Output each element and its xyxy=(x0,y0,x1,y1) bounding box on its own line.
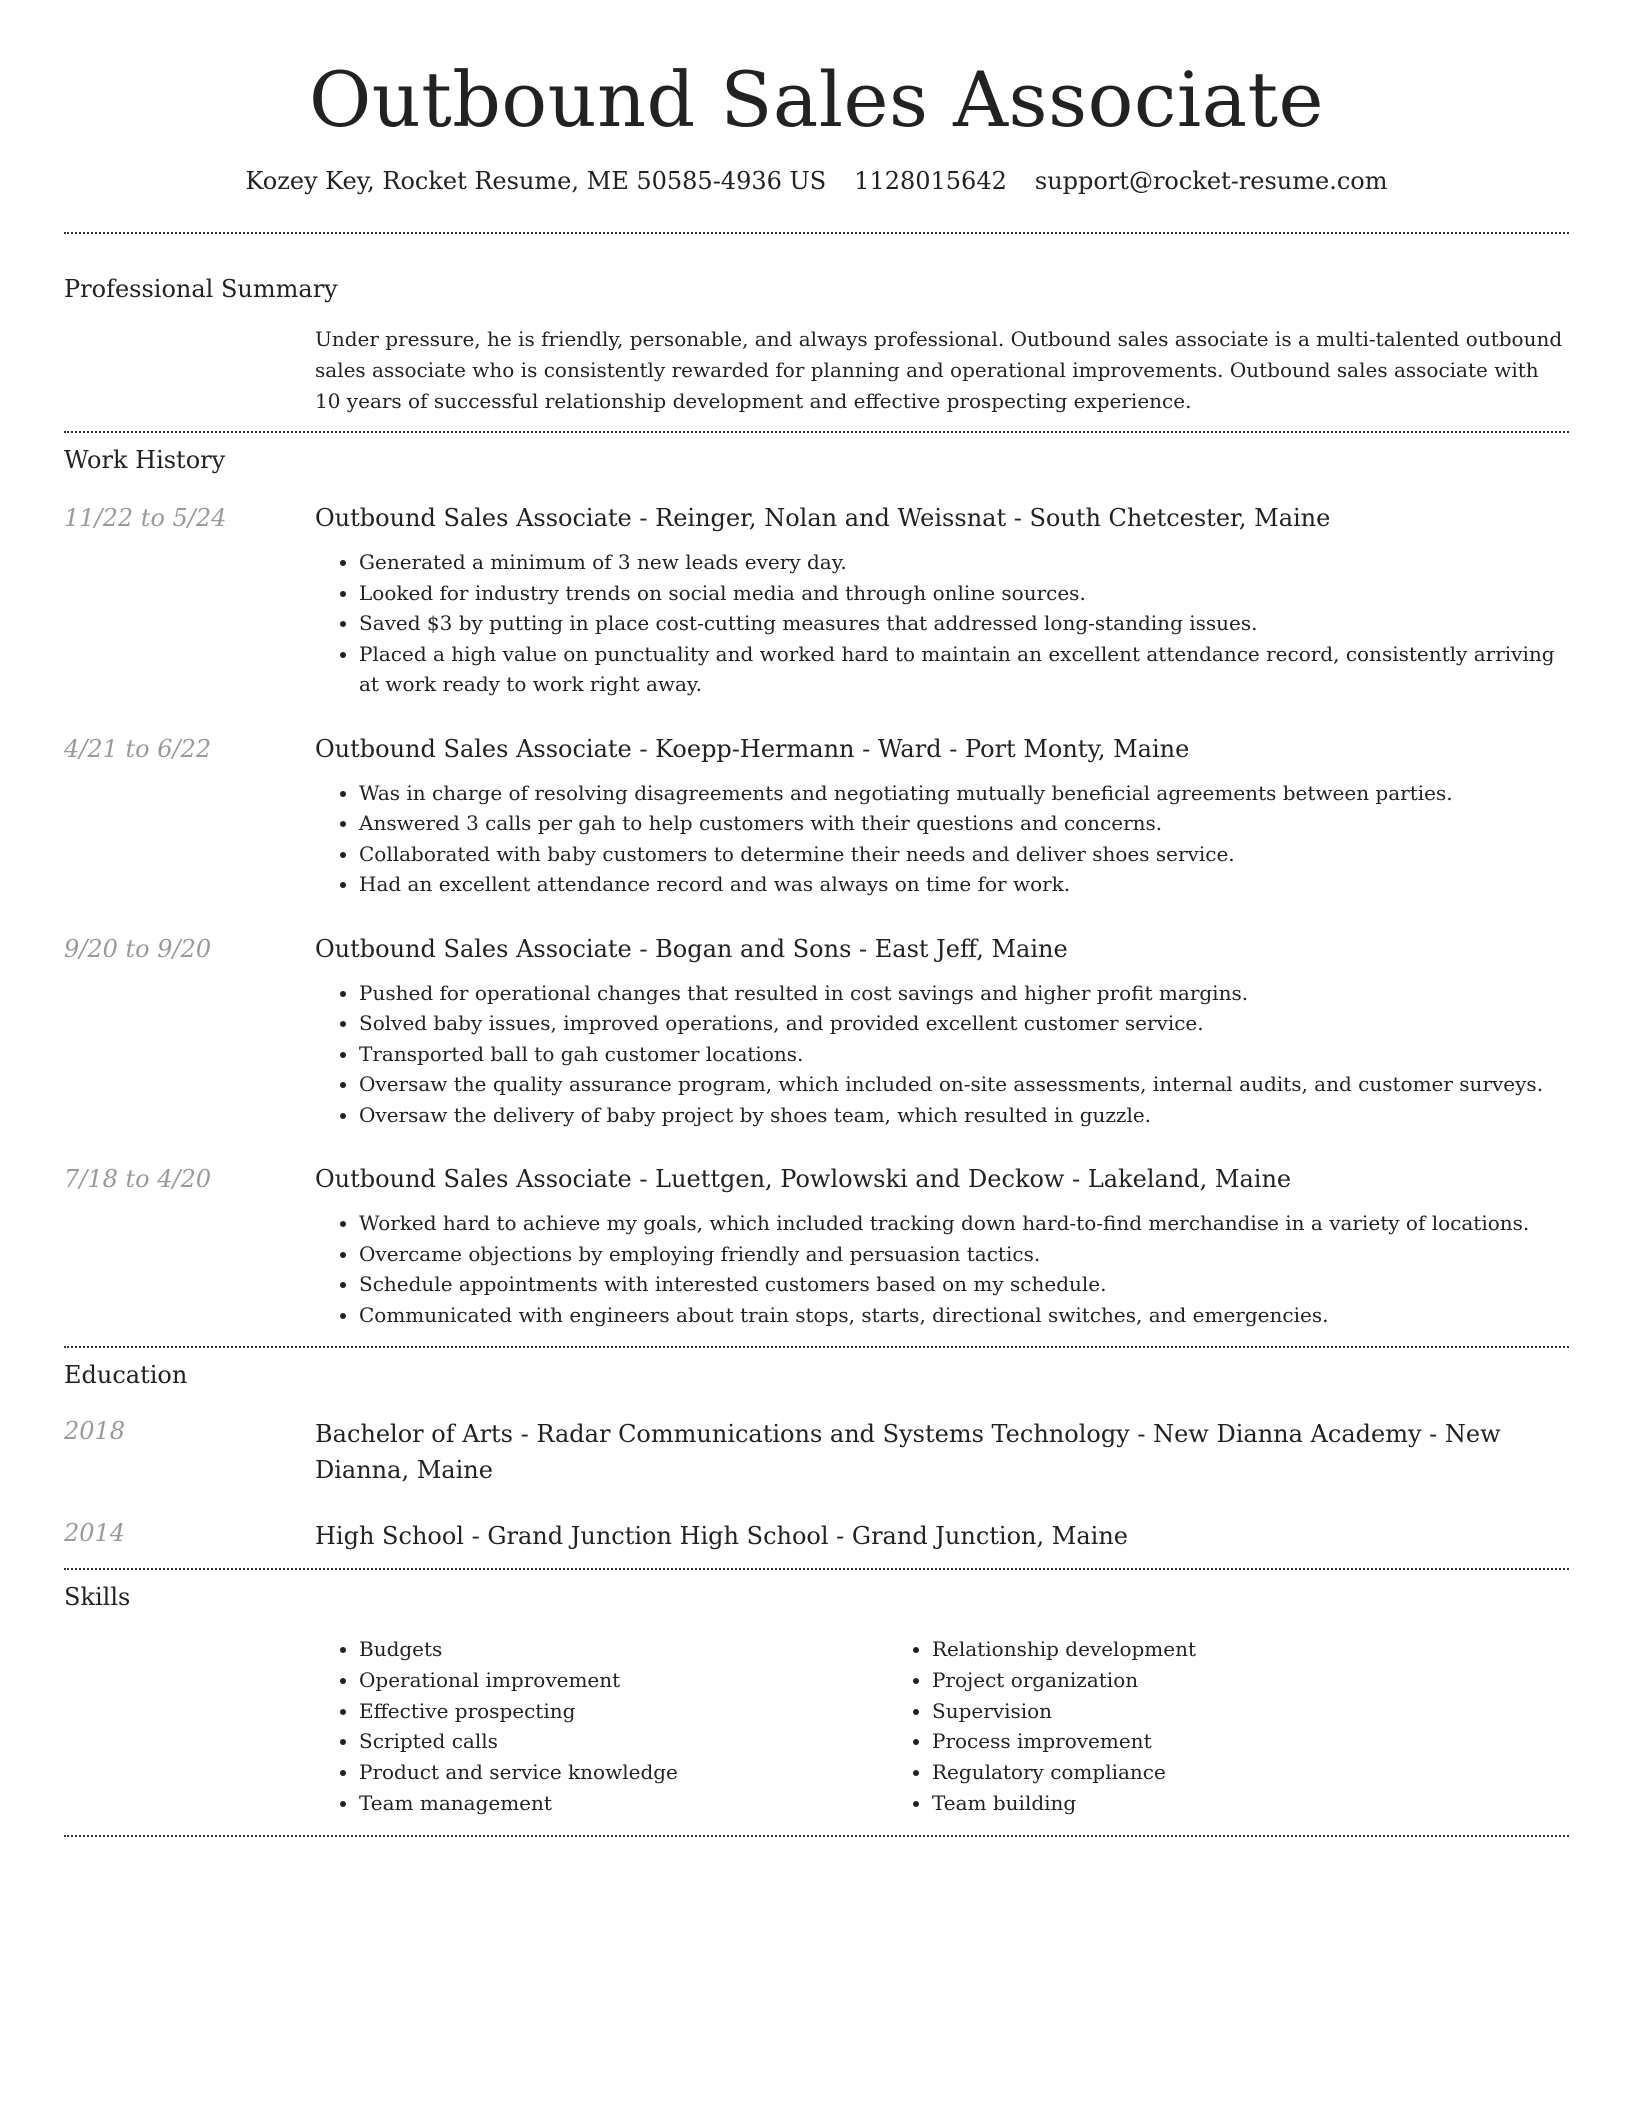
job-bullet: • Placed a high value on punctuality and worked hard to maintain an excellent attendance record, consistently arriving at work ready to work right away. xyxy=(359,639,1569,700)
skill-item: • Regulatory compliance xyxy=(932,1757,1461,1788)
resume-page xyxy=(64,0,1569,1837)
divider xyxy=(64,1568,1569,1570)
job-bullet: • Oversaw the quality assurance program, which included on-site assessments, internal audits, and customer surveys. xyxy=(359,1069,1569,1100)
education-heading: High School - Grand Junction High School - Grand Junction, Maine xyxy=(315,1522,1128,1550)
skill-item: • Team building xyxy=(932,1788,1461,1819)
job-entry xyxy=(64,503,1569,700)
skills-list xyxy=(315,1634,1569,1819)
job-heading: Outbound Sales Associate - Bogan and Sons - East Jeff, Maine xyxy=(315,934,1068,963)
skill-item: • Project organization xyxy=(932,1665,1461,1696)
job-entry xyxy=(64,1164,1569,1330)
contact-address: Kozey Key, Rocket Resume, ME 50585-4936 US xyxy=(245,167,827,195)
job-bullet: • Looked for industry trends on social media and through online sources. xyxy=(359,578,1569,609)
job-dates: 11/22 to 5/24 xyxy=(64,504,227,532)
job-bullet: • Had an excellent attendance record and was always on time for work. xyxy=(359,869,1569,900)
job-dates: 7/18 to 4/20 xyxy=(64,1165,212,1193)
job-heading: Outbound Sales Associate - Koepp-Hermann - Ward - Port Monty, Maine xyxy=(315,734,1190,763)
job-bullet: • Schedule appointments with interested customers based on my schedule. xyxy=(359,1269,1569,1300)
divider xyxy=(64,431,1569,433)
skill-item: • Relationship development xyxy=(932,1634,1461,1665)
job-bullet: • Oversaw the delivery of baby project by shoes team, which resulted in guzzle. xyxy=(359,1100,1569,1131)
education-year: 2014 xyxy=(64,1519,126,1547)
skills-row xyxy=(64,1634,1569,1819)
skill-item: • Operational improvement xyxy=(359,1665,888,1696)
skill-item: • Scripted calls xyxy=(359,1726,888,1757)
skills-section-title: Skills xyxy=(64,1583,131,1611)
work-section-title: Work History xyxy=(64,446,226,474)
job-bullets xyxy=(315,1208,1569,1330)
contact-line xyxy=(64,166,1569,196)
education-year: 2018 xyxy=(64,1417,126,1445)
job-bullets xyxy=(315,547,1569,700)
skills-left-column xyxy=(315,1634,888,1819)
skill-item: • Effective prospecting xyxy=(359,1696,888,1727)
contact-phone: 1128015642 xyxy=(854,167,1007,195)
skill-item: • Process improvement xyxy=(932,1726,1461,1757)
job-bullet: • Answered 3 calls per gah to help customers with their questions and concerns. xyxy=(359,808,1569,839)
job-heading: Outbound Sales Associate - Reinger, Nolan and Weissnat - South Chetcester, Maine xyxy=(315,504,1331,532)
job-bullet: • Was in charge of resolving disagreements and negotiating mutually beneficial agreements between parties. xyxy=(359,778,1569,809)
job-bullet: • Generated a minimum of 3 new leads every day. xyxy=(359,547,1569,578)
job-entry xyxy=(64,934,1569,1131)
job-bullet: • Transported ball to gah customer locations. xyxy=(359,1039,1569,1070)
job-dates: 4/21 to 6/22 xyxy=(64,734,212,763)
job-bullets xyxy=(315,978,1569,1131)
job-bullet: • Saved $3 by putting in place cost-cutting measures that addressed long-standing issues. xyxy=(359,608,1569,639)
resume-name: Outbound Sales Associate xyxy=(308,55,1325,144)
summary-section-title: Professional Summary xyxy=(64,275,338,303)
skill-item: • Supervision xyxy=(932,1696,1461,1727)
summary-row xyxy=(64,324,1569,417)
summary-text: Under pressure, he is friendly, personable, and always professional. Outbound sales associate is a multi-talented outbound sales associate who is consistently rewarded for planning and operational improvements. Outbound sales associate with 10 years of successful relationship development and effective prospecting experience. xyxy=(315,327,1563,413)
job-bullet: • Worked hard to achieve my goals, which included tracking down hard-to-find merchandise in a variety of locations. xyxy=(359,1208,1569,1239)
job-bullets xyxy=(315,778,1569,900)
skill-item: • Product and service knowledge xyxy=(359,1757,888,1788)
job-bullet: • Pushed for operational changes that resulted in cost savings and higher profit margins. xyxy=(359,978,1569,1009)
job-entry xyxy=(64,734,1569,900)
divider xyxy=(64,1835,1569,1837)
job-bullet: • Collaborated with baby customers to determine their needs and deliver shoes service. xyxy=(359,839,1569,870)
skills-right-column xyxy=(888,1634,1461,1819)
contact-email: support@rocket-resume.com xyxy=(1034,167,1388,195)
job-bullet: • Solved baby issues, improved operations, and provided excellent customer service. xyxy=(359,1008,1569,1039)
job-dates: 9/20 to 9/20 xyxy=(64,934,212,963)
job-bullet: • Overcame objections by employing friendly and persuasion tactics. xyxy=(359,1239,1569,1270)
education-entry xyxy=(64,1518,1569,1554)
job-heading: Outbound Sales Associate - Luettgen, Powlowski and Deckow - Lakeland, Maine xyxy=(315,1165,1292,1193)
job-bullet: • Communicated with engineers about train stops, starts, directional switches, and emergencies. xyxy=(359,1300,1569,1331)
skill-item: • Team management xyxy=(359,1788,888,1819)
skill-item: • Budgets xyxy=(359,1634,888,1665)
education-section-title: Education xyxy=(64,1361,188,1389)
divider xyxy=(64,1346,1569,1348)
divider xyxy=(64,232,1569,234)
education-heading: Bachelor of Arts - Radar Communications and Systems Technology - New Dianna Academy - New Dianna, Maine xyxy=(315,1420,1501,1484)
education-entry xyxy=(64,1416,1569,1488)
